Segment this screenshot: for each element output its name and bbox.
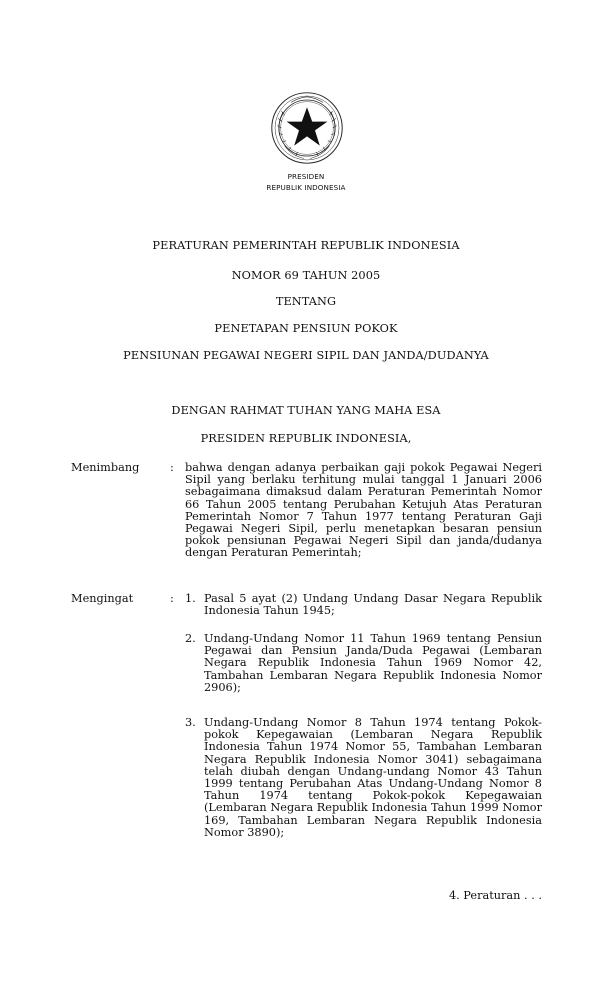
title-line-2: NOMOR 69 TAHUN 2005 xyxy=(231,269,381,282)
menimbang-label: Menimbang xyxy=(71,461,140,474)
mengingat-item-number: 1. xyxy=(185,592,196,605)
mengingat-item-text: Undang-Undang Nomor 11 Tahun 1969 tentang Pensiun Pegawai dan Pensiun Janda/Duda Pegawai (Lembaran Negara Republik Indonesia Tahun 1969 Nomor 42, Tambahan Lembaran Negara Republik Indonesia Nomor 2906); xyxy=(204,632,542,694)
page-continuation: 4. Peraturan . . . xyxy=(448,889,542,902)
title-line-3: TENTANG xyxy=(275,295,337,308)
letterhead-line-1: PRESIDEN xyxy=(287,172,325,181)
menimbang-colon: : xyxy=(170,461,174,474)
mengingat-item-number: 3. xyxy=(185,716,196,729)
title-line-1: PERATURAN PEMERINTAH REPUBLIK INDONESIA xyxy=(152,239,460,252)
letterhead-line-2: REPUBLIK INDONESIA xyxy=(266,183,346,192)
mengingat-item-number: 2. xyxy=(185,632,196,645)
preamble-line-1: DENGAN RAHMAT TUHAN YANG MAHA ESA xyxy=(171,404,441,417)
mengingat-item-text: Pasal 5 ayat (2) Undang Undang Dasar Negara Republik Indonesia Tahun 1945; xyxy=(204,592,542,618)
preamble-line-2: PRESIDEN REPUBLIK INDONESIA, xyxy=(200,432,412,445)
mengingat-item-text: Undang-Undang Nomor 8 Tahun 1974 tentang Pokok-pokok Kepegawaian (Lembaran Negara Republik Indonesia Tahun 1974 Nomor 55, Tambahan Lembaran Negara Republik Indonesia Nomor 3041) sebagaimana telah diubah dengan Undang-undang Nomor 43 Tahun 1999 tentang Perubahan Atas Undang-Undang Nomor 8 Tahun 1974 tentang Pokok-pokok Kepegawaian (Lembaran Negara Republik Indonesia Tahun 1999 Nomor 169, Tambahan Lembaran Negara Republik Indonesia Nomor 3890); xyxy=(204,716,542,839)
garuda-star-emblem-icon xyxy=(267,88,347,168)
mengingat-colon: : xyxy=(170,592,174,605)
menimbang-text: bahwa dengan adanya perbaikan gaji pokok Pegawai Negeri Sipil yang berlaku terhitung mulai tanggal 1 Januari 2006 sebagaimana dimaksud dalam Peraturan Pemerintah Nomor 66 Tahun 2005 tentang Perubahan Ketujuh Atas Peraturan Pemerintah Nomor 7 Tahun 1977 tentang Peraturan Gaji Pegawai Negeri Sipil, perlu menetapkan besaran pensiun pokok pensiunan Pegawai Negeri Sipil dan janda/dudanya dengan Peraturan Pemerintah; xyxy=(185,461,542,560)
title-line-5: PENSIUNAN PEGAWAI NEGERI SIPIL DAN JANDA/DUDANYA xyxy=(123,349,489,362)
title-line-4: PENETAPAN PENSIUN POKOK xyxy=(214,322,398,335)
mengingat-label: Mengingat xyxy=(71,592,134,605)
